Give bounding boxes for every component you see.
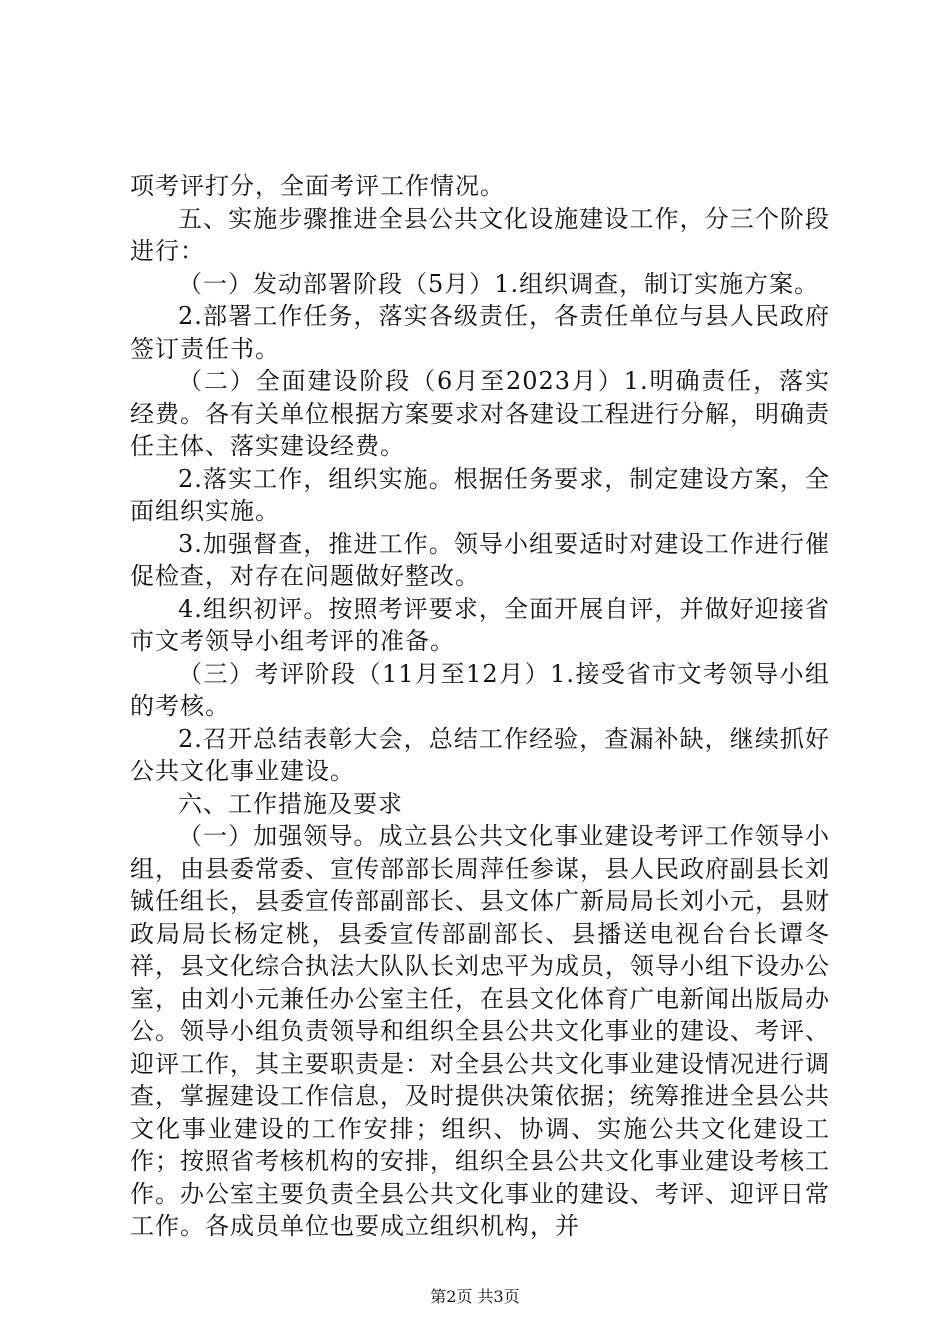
page-number-footer: 第2页 共3页 xyxy=(430,1287,520,1306)
paragraph-stage-one-item-2: 2.部署工作任务，落实各级责任，各责任单位与县人民政府签订责任书。 xyxy=(130,302,830,363)
paragraph-stage-one: （一）发动部署阶段（5月）1.组织调查，制订实施方案。 xyxy=(178,269,820,298)
paragraph-stage-three-item-2: 2.召开总结表彰大会，总结工作经验，查漏补缺，继续抓好公共文化事业建设。 xyxy=(130,724,830,785)
document-body xyxy=(130,170,830,1243)
heading-section-six: 六、工作措施及要求 xyxy=(178,789,403,818)
paragraph-stage-two-item-2: 2.落实工作，组织实施。根据任务要求，制定建设方案，全面组织实施。 xyxy=(130,464,830,525)
paragraph-stage-three: （三）考评阶段（11月至12月）1.接受省市文考领导小组的考核。 xyxy=(130,659,830,720)
paragraph-section-five: 五、实施步骤推进全县公共文化设施建设工作，分三个阶段进行： xyxy=(130,204,830,265)
paragraph-stage-two-item-3: 3.加强督查，推进工作。领导小组要适时对建设工作进行催促检查，对存在问题做好整改。 xyxy=(130,529,830,590)
paragraph-stage-two: （二）全面建设阶段（6月至2023月）1.明确责任，落实经费。各有关单位根据方案要求对各建设工程进行分解，明确责任主体、落实建设经费。 xyxy=(130,367,830,460)
paragraph-stage-two-item-4: 4.组织初评。按照考评要求，全面开展自评，并做好迎接省市文考领导小组考评的准备。 xyxy=(130,594,830,655)
paragraph-strengthen-leadership: （一）加强领导。成立县公共文化事业建设考评工作领导小组，由县委常委、宣传部部长周萍任参谋，县人民政府副县长刘铖任组长，县委宣传部副部长、县文体广新局局长刘小元，县财政局局长杨定桃，县委宣传部副部长、县播送电视台台长谭冬祥，县文化综合执法大队队长刘忠平为成员，领导小组下设办公室，由刘小元兼任办公室主任，在县文化体育广电新闻出版局办公。领导小组负责领导和组织全县公共文化事业的建设、考评、迎评工作，其主要职责是：对全县公共文化事业建设情况进行调查，掌握建设工作信息，及时提供决策依据；统筹推进全县公共文化事业建设的工作安排；组织、协调、实施公共文化建设工作；按照省考核机构的安排，组织全县公共文化事业建设考核工作。办公室主要负责全县公共文化事业的建设、考评、迎评日常工作。各成员单位也要成立组织机构，并 xyxy=(130,822,830,1240)
paragraph-continuation: 项考评打分，全面考评工作情况。 xyxy=(130,172,505,200)
